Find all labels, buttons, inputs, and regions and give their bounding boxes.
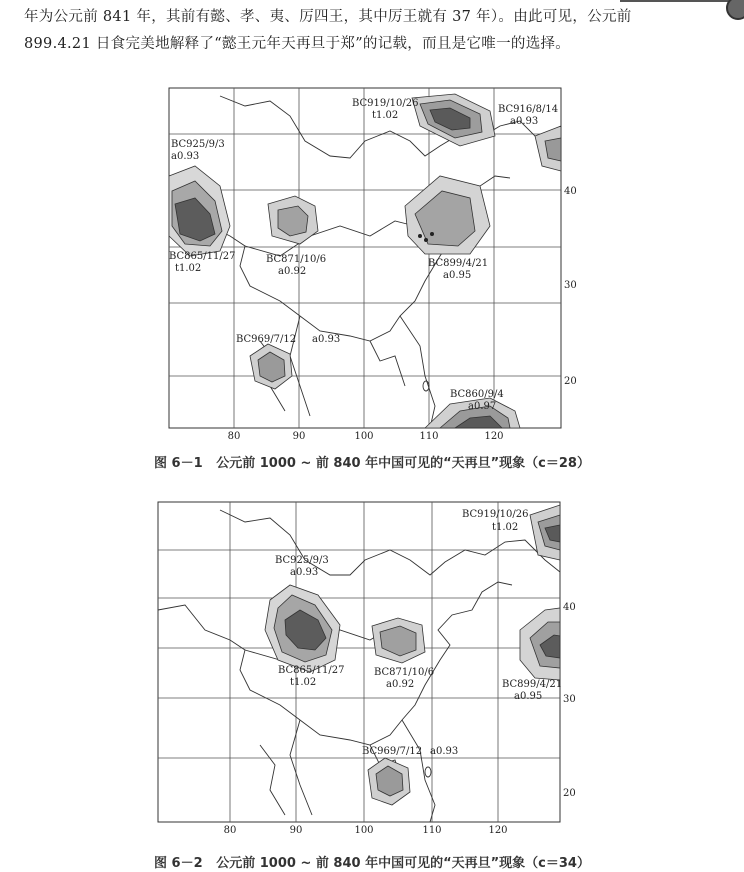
contour-bc969 bbox=[368, 758, 410, 805]
event-date: BC899/4/21 bbox=[428, 258, 489, 269]
x-tick: 80 bbox=[227, 431, 241, 442]
contour-bc919 bbox=[530, 505, 560, 560]
text-line-1: 年为公元前 841 年，其前有懿、孝、夷、厉四王，其中厉王就有 37 年）。由此可见，公元前 bbox=[24, 9, 632, 25]
y-tick: 40 bbox=[564, 186, 577, 197]
contour-bc925-865 bbox=[169, 166, 230, 256]
contour-bc969 bbox=[250, 344, 292, 389]
x-tick: 100 bbox=[354, 431, 374, 442]
caption-label: 图 6－2 bbox=[154, 856, 203, 871]
event-date: BC916/8/14 bbox=[498, 104, 559, 115]
x-tick: 90 bbox=[289, 825, 303, 836]
event-value: a0.92 bbox=[386, 679, 415, 690]
x-tick: 120 bbox=[488, 825, 508, 836]
y-tick: 30 bbox=[564, 280, 577, 291]
y-tick: 20 bbox=[564, 376, 577, 387]
x-tick: 100 bbox=[354, 825, 374, 836]
event-value: a0.93 bbox=[312, 334, 341, 345]
event-value: t1.02 bbox=[175, 263, 202, 274]
caption-text: 公元前 1000 ~ 前 840 年中国可见的“天再旦”现象（c＝28） bbox=[216, 456, 590, 471]
caption-label: 图 6－1 bbox=[154, 456, 203, 471]
y-ticks bbox=[564, 186, 577, 387]
map-borders bbox=[169, 96, 561, 428]
figure-1-caption bbox=[0, 452, 744, 471]
contour-bc919 bbox=[412, 94, 495, 146]
event-value: a0.93 bbox=[171, 151, 200, 162]
event-value: a0.93 bbox=[510, 116, 539, 127]
event-date: BC919/10/26 bbox=[352, 98, 419, 109]
event-value: a0.92 bbox=[278, 266, 307, 277]
event-date: BC871/10/6 bbox=[374, 667, 435, 678]
event-value: a0.93 bbox=[290, 567, 319, 578]
figure-2-map bbox=[140, 500, 590, 845]
event-date: BC969/7/12 bbox=[236, 334, 297, 345]
event-date: BC865/11/27 bbox=[278, 665, 345, 676]
grid-horizontal bbox=[158, 550, 563, 758]
event-value: a0.93 bbox=[430, 746, 459, 757]
x-ticks bbox=[224, 825, 508, 836]
body-paragraph bbox=[24, 4, 734, 58]
event-value: t1.02 bbox=[492, 522, 519, 533]
y-tick: 40 bbox=[563, 602, 576, 613]
x-tick: 90 bbox=[292, 431, 306, 442]
header-rule bbox=[620, 0, 730, 2]
event-date: BC871/10/6 bbox=[266, 254, 327, 265]
contour-bc871 bbox=[268, 196, 318, 244]
x-tick: 80 bbox=[223, 825, 237, 836]
event-date: BC899/4/21 bbox=[502, 679, 563, 690]
figure-1 bbox=[150, 86, 590, 446]
event-value: a0.97 bbox=[468, 401, 497, 412]
contour-bc916 bbox=[535, 126, 561, 171]
event-date: BC865/11/27 bbox=[169, 251, 236, 262]
x-ticks bbox=[228, 431, 504, 442]
event-date: BC919/10/26 bbox=[462, 509, 529, 520]
x-tick: 120 bbox=[484, 431, 504, 442]
event-value: a0.95 bbox=[514, 691, 543, 702]
figure-1-map bbox=[150, 86, 590, 446]
event-value: a0.95 bbox=[443, 270, 472, 281]
figure-2 bbox=[140, 500, 590, 845]
y-tick: 20 bbox=[563, 788, 576, 799]
event-date: BC925/9/3 bbox=[275, 555, 329, 566]
y-ticks bbox=[563, 602, 576, 799]
event-value: t1.02 bbox=[372, 110, 399, 121]
contour-bc899 bbox=[520, 608, 560, 680]
x-tick: 110 bbox=[419, 431, 439, 442]
contour-bc899 bbox=[405, 176, 490, 254]
map-borders bbox=[158, 510, 563, 822]
event-date: BC860/9/4 bbox=[450, 389, 504, 400]
y-tick: 30 bbox=[563, 694, 576, 705]
event-date: BC969/7/12 bbox=[362, 746, 423, 757]
text-line-2: 899.4.21 日食完美地解释了“懿王元年天再旦于郑”的记载，而且是它唯一的选择。 bbox=[24, 36, 571, 52]
event-value: t1.02 bbox=[290, 677, 317, 688]
event-date: BC925/9/3 bbox=[171, 139, 225, 150]
figure-2-caption bbox=[0, 852, 744, 871]
caption-text: 公元前 1000 ~ 前 840 年中国可见的“天再旦”现象（c＝34） bbox=[216, 856, 590, 871]
event-labels bbox=[169, 98, 558, 412]
x-tick: 110 bbox=[422, 825, 442, 836]
contour-bc871 bbox=[372, 618, 425, 663]
